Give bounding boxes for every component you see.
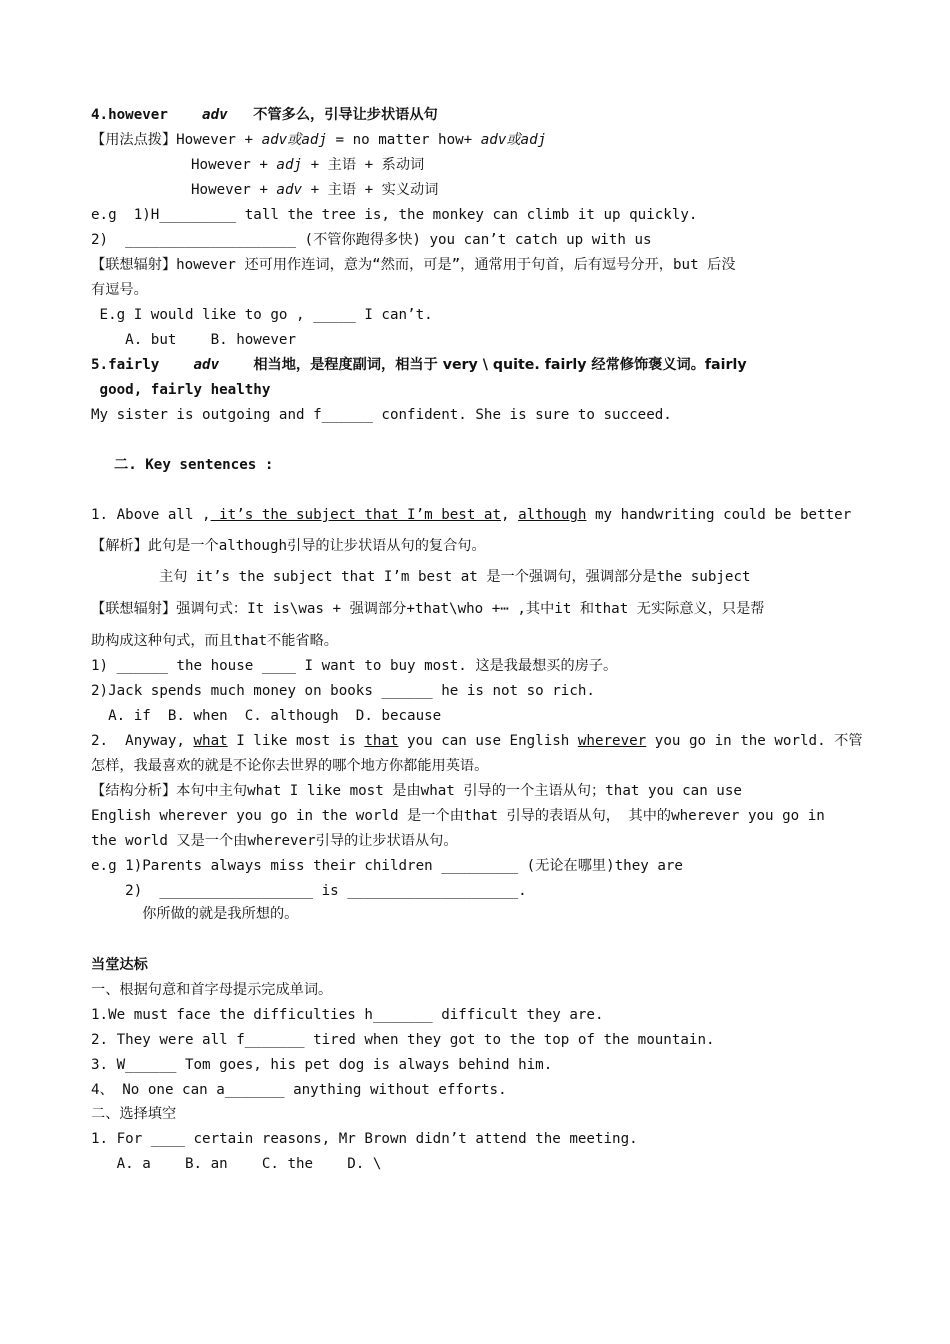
main-clause-line: 主句 it’s the subject that I’m best at 是一个强调句，强调部分是the subject (159, 569, 751, 585)
structure-line-2: English wherever you go in the world 是一个由that 引导的表语从句， 其中的wherever you go in (91, 808, 825, 824)
association-label: 【联想辐射】 (91, 257, 177, 273)
section-4-title (91, 105, 438, 125)
sentence-text: you can use English (398, 733, 578, 749)
usage-line-1 (91, 130, 546, 150)
practice-item-1: 1.We must face the difficulties h_______ difficult they are. (91, 1007, 604, 1023)
key-question-1: 1) ______ the house ____ I want to buy most. 这是我最想买的房子。 (91, 658, 618, 674)
section-5-title-cont: good, fairly healthy (91, 382, 271, 398)
practice-part-1: 一、根据句意和首字母提示完成单词。 (91, 982, 333, 998)
analysis-line (91, 536, 486, 556)
practice-item-2: 2. They were all f_______ tired when they got to the top of the mountain. (91, 1032, 715, 1048)
section-5-title (91, 355, 747, 375)
title-zh: 不管多么，引导让步状语从句 (253, 107, 438, 123)
example-2: 2) ____________________ (不管你跑得多快) you can’t catch up with us (91, 232, 652, 248)
example-1: e.g 1)H_________ tall the tree is, the monkey can climb it up quickly. (91, 207, 698, 223)
sentence-underlined: that (364, 733, 399, 749)
usage-text: However + (176, 132, 262, 148)
key-sentence-1 (91, 505, 851, 525)
key-association-line-2: 助构成这种句式，而且that不能省略。 (91, 633, 338, 649)
usage-line-3 (191, 180, 438, 200)
choice-item-1-options: A. a B. an C. the D. \ (91, 1156, 382, 1172)
title-pos: adv (202, 107, 228, 123)
association-text: however 还可用作连词，意为“然而，可是”，通常用于句首，后有逗号分开，but 后没 (176, 257, 736, 273)
key-sentence-2 (91, 731, 863, 751)
practice-heading: 当堂达标 (91, 957, 148, 973)
structure-label: 【结构分析】 (91, 783, 177, 799)
usage-text: However + (191, 157, 277, 173)
association-text: 强调句式：It is\was + 强调部分+that\who +⋯ ,其中it 和that 无实际意义，只是帮 (176, 601, 765, 617)
sentence-text: I like most is (227, 733, 365, 749)
structure-example-1: e.g 1)Parents always miss their children _________ (无论在哪里)they are (91, 858, 683, 874)
usage-line-2 (191, 155, 424, 175)
sentence-underlined: it’s the subject that I’m best at (210, 507, 502, 523)
sentence-underlined: wherever (577, 733, 647, 749)
structure-example-2: 2) __________________ is ____________________. (91, 883, 527, 899)
sentence-text: 1. Above all , (91, 507, 211, 523)
usage-italic: adv或adj (261, 132, 327, 148)
analysis-text: 此句是一个although引导的让步状语从句的复合句。 (147, 538, 486, 554)
key-sentences-heading: 二. Key sentences : (114, 457, 274, 473)
usage-text: + 主语 + 系动词 (302, 157, 425, 173)
choice-item-1: 1. For ____ certain reasons, Mr Brown didn’t attend the meeting. (91, 1131, 638, 1147)
practice-part-2: 二、选择填空 (91, 1106, 177, 1122)
usage-italic: adv或adj (480, 132, 547, 148)
title-word: 5.fairly (91, 357, 160, 373)
usage-text: + 主语 + 实义动词 (302, 182, 439, 198)
key-question-2: 2)Jack spends much money on books ______ he is not so rich. (91, 683, 595, 699)
association-line-1 (91, 255, 736, 275)
sentence-underlined: what (193, 733, 228, 749)
usage-text: However + (191, 182, 277, 198)
title-desc: 相当地，是程度副词，相当于 very \ quite. fairly 经常修饰褒义词。fairly (253, 357, 747, 373)
sentence-underlined: although (518, 507, 587, 523)
usage-italic: adv (276, 182, 303, 198)
title-word: 4.however (91, 107, 168, 123)
key-question-2-options: A. if B. when C. although D. because (91, 708, 442, 724)
structure-line-1 (91, 781, 742, 801)
analysis-label: 【解析】 (91, 538, 148, 554)
sentence-text: you go in the world. 不管 (646, 733, 863, 749)
structure-line-3: the world 又是一个由wherever引导的让步状语从句。 (91, 833, 458, 849)
usage-text: = no matter how+ (327, 132, 481, 148)
association-options: A. but B. however (91, 332, 296, 348)
association-example: E.g I would like to go , _____ I can’t. (91, 307, 433, 323)
key-association-line-1 (91, 599, 765, 619)
section-5-example: My sister is outgoing and f______ confident. She is sure to succeed. (91, 407, 672, 423)
usage-italic: adj (276, 157, 303, 173)
practice-item-4: 4、 No one can a_______ anything without efforts. (91, 1082, 507, 1098)
structure-text: 本句中主句what I like most 是由what 引导的一个主语从句；that you can use (176, 783, 742, 799)
association-line-2: 有逗号。 (91, 282, 148, 298)
practice-item-3: 3. W______ Tom goes, his pet dog is always behind him. (91, 1057, 553, 1073)
structure-example-2-zh: 你所做的就是我所想的。 (91, 906, 299, 922)
usage-label: 【用法点拨】 (91, 132, 177, 148)
sentence-text: my handwriting could be better (586, 507, 852, 523)
association-label: 【联想辐射】 (91, 601, 177, 617)
sentence-text: 2. Anyway, (91, 733, 194, 749)
key-sentence-2-zh: 怎样，我最喜欢的就是不论你去世界的哪个地方你都能用英语。 (91, 758, 489, 774)
sentence-text: , (501, 507, 519, 523)
title-pos: adv (193, 357, 220, 373)
